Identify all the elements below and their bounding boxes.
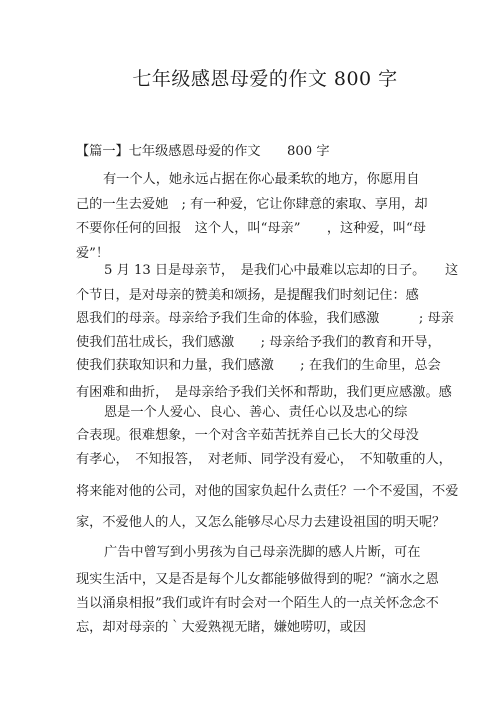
text-line: 爱”！ <box>76 246 110 261</box>
text-line: 将来能对他的公司，对他的国家负起什么责任？一个不爱国，不爱 <box>76 484 459 499</box>
text-line: 当以涌泉相报”我们或许有时会对一个陌生人的一点关怀念念不 <box>76 596 439 611</box>
text-line: 家，不爱他人的人，又怎么能够尽心尽力去建设祖国的明天呢？ <box>76 515 446 530</box>
text-line: 使我们获取知识和力量，我们感激 ; 在我们的生命里，总会 <box>76 358 441 373</box>
text-line: 忘，却对母亲的｀大爱熟视无睹，嫌她唠叨，或因 <box>76 620 367 635</box>
text-line: 个节日，是对母亲的赞美和颂扬，是提醒我们时刻记住：感 <box>76 288 419 303</box>
text-line: 有一个人，她永远占据在你心最柔软的地方，你愿用自 <box>103 172 420 187</box>
text-line: 现实生活中，又是否是每个儿女都能够做得到的呢？“滴水之恩 <box>76 572 439 587</box>
text-line: 广告中曾写到小男孩为自己母亲洗脚的感人片断，可在 <box>104 545 421 560</box>
text-line: 恩我们的母亲。母亲给予我们生命的体验，我们感激 ; 母亲 <box>76 311 454 326</box>
text-line: 合表现。很难想象，一个对含辛茹苦抚养自己长大的父母没 <box>76 428 419 443</box>
text-line: 有困难和曲折， 是母亲给予我们关怀和帮助，我们更应感激。感 <box>76 385 452 400</box>
text-line: 5 月 13 日是母亲节， 是我们心中最难以忘却的日子。 这 <box>104 263 459 278</box>
text-line: 有孝心， 不知报答， 对老师、同学没有爱心， 不知敬重的人， <box>76 452 452 467</box>
document-title: 七年级感恩母爱的作文 800 字 <box>132 68 398 90</box>
text-line: 恩是一个人爱心、良心、善心、责任心以及忠心的综 <box>104 405 408 420</box>
text-line: 己的一生去爱她 ; 有一种爱，它让你肆意的索取、享用，却 <box>76 197 428 212</box>
text-line: 使我们茁壮成长，我们感激 ; 母亲给予我们的教育和开导， <box>76 335 441 350</box>
text-line: 【篇一】七年级感恩母爱的作文 800 字 <box>76 144 330 159</box>
text-line: 不要你任何的回报 这个人，叫“母亲” ，这种爱，叫“母 <box>76 221 426 236</box>
